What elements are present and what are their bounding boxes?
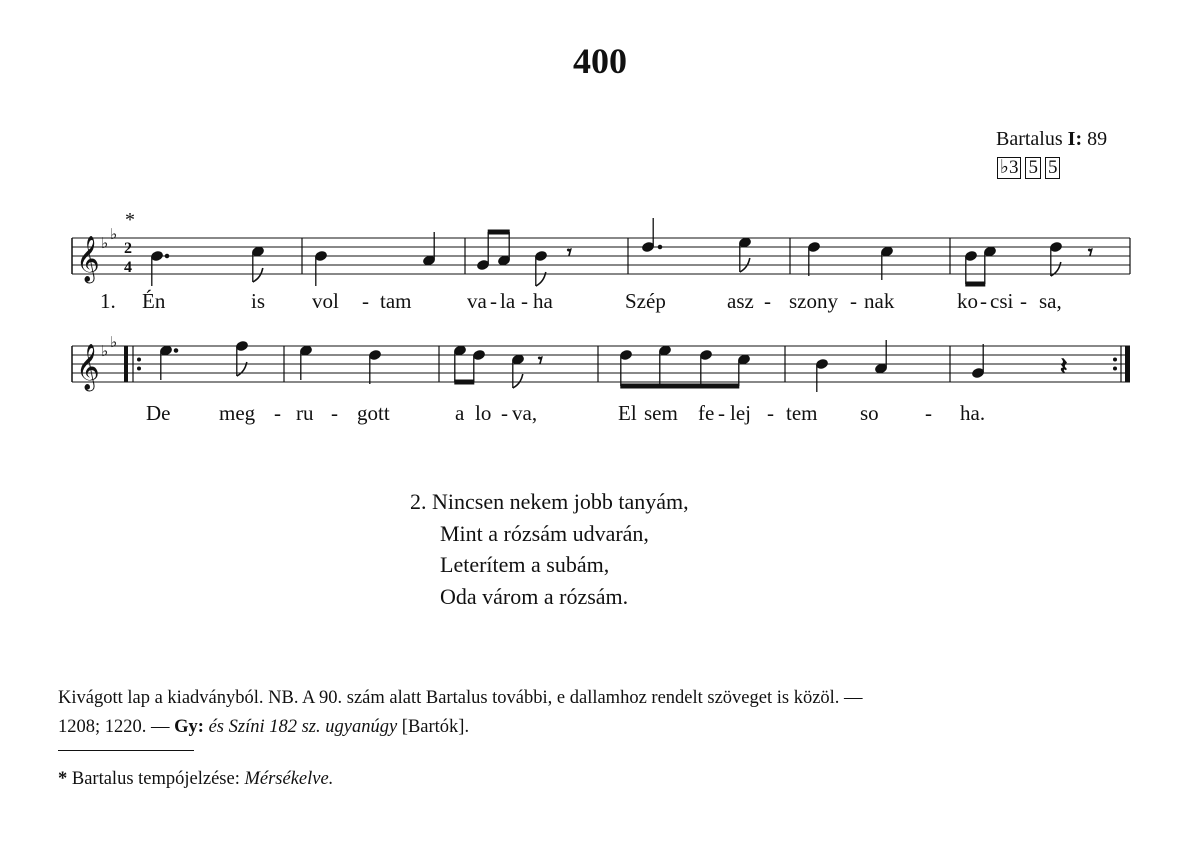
staff-system-1 xyxy=(72,209,1130,313)
lyric-hyphen: - xyxy=(980,289,987,313)
lyric-hyphen: - xyxy=(718,401,725,425)
note xyxy=(880,246,893,280)
tempo-asterisk: * xyxy=(125,209,135,231)
note xyxy=(1049,241,1062,276)
eighth-rest-icon: 𝄾 xyxy=(538,350,543,371)
verse-2 xyxy=(410,486,689,612)
lyric-hyphen: - xyxy=(764,289,771,313)
lyric-syllable: asz xyxy=(727,289,754,313)
time-signature-bottom: 4 xyxy=(124,259,132,276)
lyric-hyphen: - xyxy=(850,289,857,313)
note xyxy=(534,250,547,286)
lyric-syllable: gott xyxy=(357,401,390,425)
lyric-syllable: so xyxy=(860,401,879,425)
note xyxy=(314,250,327,286)
quarter-rest-icon: 𝄽 xyxy=(1060,352,1068,380)
lyric-hyphen: - xyxy=(490,289,497,313)
note-line-2 xyxy=(58,713,1148,742)
flat-b-icon: ♭ xyxy=(101,342,109,360)
note xyxy=(641,218,661,253)
lyric-syllable: lo xyxy=(475,401,492,425)
lyric-syllable: va xyxy=(467,289,487,313)
lyric-hyphen: - xyxy=(767,401,774,425)
eighth-rest-icon: 𝄾 xyxy=(1088,242,1093,263)
bartok-ref: [Bartók]. xyxy=(401,717,470,737)
lyric-syllable: De xyxy=(146,401,171,425)
note xyxy=(971,344,984,379)
verse-2-number: 2. xyxy=(410,489,427,514)
lyric-syllable: ko xyxy=(957,289,978,313)
footnote-tempo: Mérsékelve. xyxy=(244,769,334,789)
lyric-syllable: ru xyxy=(296,401,314,425)
note xyxy=(150,250,168,286)
cadence-box-2: 5 xyxy=(1025,157,1041,179)
lyric-syllable: sa, xyxy=(1039,289,1062,313)
note xyxy=(738,237,751,272)
editorial-note xyxy=(58,684,1148,742)
lyric-syllable: tam xyxy=(380,289,412,313)
note xyxy=(368,349,381,384)
lyric-syllable: a xyxy=(455,401,465,425)
page-number: 400 xyxy=(573,41,627,81)
staff-system-2 xyxy=(72,333,1130,425)
verse-number-1: 1. xyxy=(100,289,116,313)
note xyxy=(422,232,435,266)
note-line-1: Kivágott lap a kiadványból. NB. A 90. szám alatt Bartalus további, e dallamhoz rendelt szöveget is közöl. — xyxy=(58,688,863,708)
lyric-hyphen: - xyxy=(521,289,528,313)
lyric-syllable: szony xyxy=(789,289,838,313)
lyric-hyphen: - xyxy=(501,401,508,425)
note xyxy=(159,345,177,380)
flat-b-icon: ♭ xyxy=(101,234,109,252)
note xyxy=(299,345,312,380)
note-numbers: 1208; 1220. — xyxy=(58,717,170,737)
note xyxy=(251,246,264,282)
footnote-marker: * xyxy=(58,769,68,789)
lyric-syllable: nak xyxy=(864,289,895,313)
time-signature-top: 2 xyxy=(124,240,132,257)
footnote-divider xyxy=(58,750,194,751)
lyric-hyphen: - xyxy=(331,401,338,425)
note xyxy=(815,358,828,392)
lyric-syllable: El xyxy=(618,401,637,425)
flat-e-icon: ♭ xyxy=(110,225,118,243)
treble-clef-icon: 𝄞 xyxy=(76,236,100,282)
footnote xyxy=(58,769,333,790)
eighth-rest-icon: 𝄾 xyxy=(567,242,572,263)
note xyxy=(511,354,524,388)
lyric-syllable: la xyxy=(500,289,516,313)
lyric-hyphen: - xyxy=(362,289,369,313)
source-volume: I: xyxy=(1067,128,1083,150)
source-page: 89 xyxy=(1087,128,1108,150)
lyric-syllable: csi xyxy=(990,289,1014,313)
verse-line: Oda várom a rózsám. xyxy=(440,583,629,609)
lyric-syllable: vol xyxy=(312,289,339,313)
footnote-text: Bartalus tempójelzése: xyxy=(71,769,240,789)
lyric-syllable: lej xyxy=(730,401,751,425)
lyric-syllable: ha. xyxy=(960,401,986,425)
note-group xyxy=(964,246,996,286)
note xyxy=(874,340,887,374)
lyric-syllable: Én xyxy=(142,289,166,313)
cadence-box-1: ♭3 xyxy=(997,157,1021,179)
lyric-syllable: fe xyxy=(698,401,715,425)
lyric-syllable: ha xyxy=(533,289,553,313)
verse-line: Mint a rózsám udvarán, xyxy=(440,520,649,546)
treble-clef-icon: 𝄞 xyxy=(76,344,100,390)
lyric-syllable: va, xyxy=(512,401,538,425)
lyric-hyphen: - xyxy=(1020,289,1027,313)
lyric-syllable: sem xyxy=(644,401,678,425)
gy-reference: és Színi 182 sz. ugyanúgy xyxy=(208,717,398,737)
lyric-syllable: Szép xyxy=(625,289,666,313)
verse-line: Leterítem a subám, xyxy=(440,552,610,577)
lyric-syllable: is xyxy=(251,289,266,313)
gy-label: Gy: xyxy=(174,717,204,737)
lyric-syllable: meg xyxy=(219,401,256,425)
lyric-hyphen: - xyxy=(925,401,932,425)
verse-line: Nincsen nekem jobb tanyám, xyxy=(432,489,689,514)
flat-e-icon: ♭ xyxy=(110,333,118,351)
lyric-syllable: tem xyxy=(786,401,818,425)
note xyxy=(807,241,820,276)
cadence-box-3: 5 xyxy=(1045,157,1061,179)
source-name: Bartalus xyxy=(996,128,1063,150)
note xyxy=(235,340,248,376)
lyric-hyphen: - xyxy=(274,401,281,425)
